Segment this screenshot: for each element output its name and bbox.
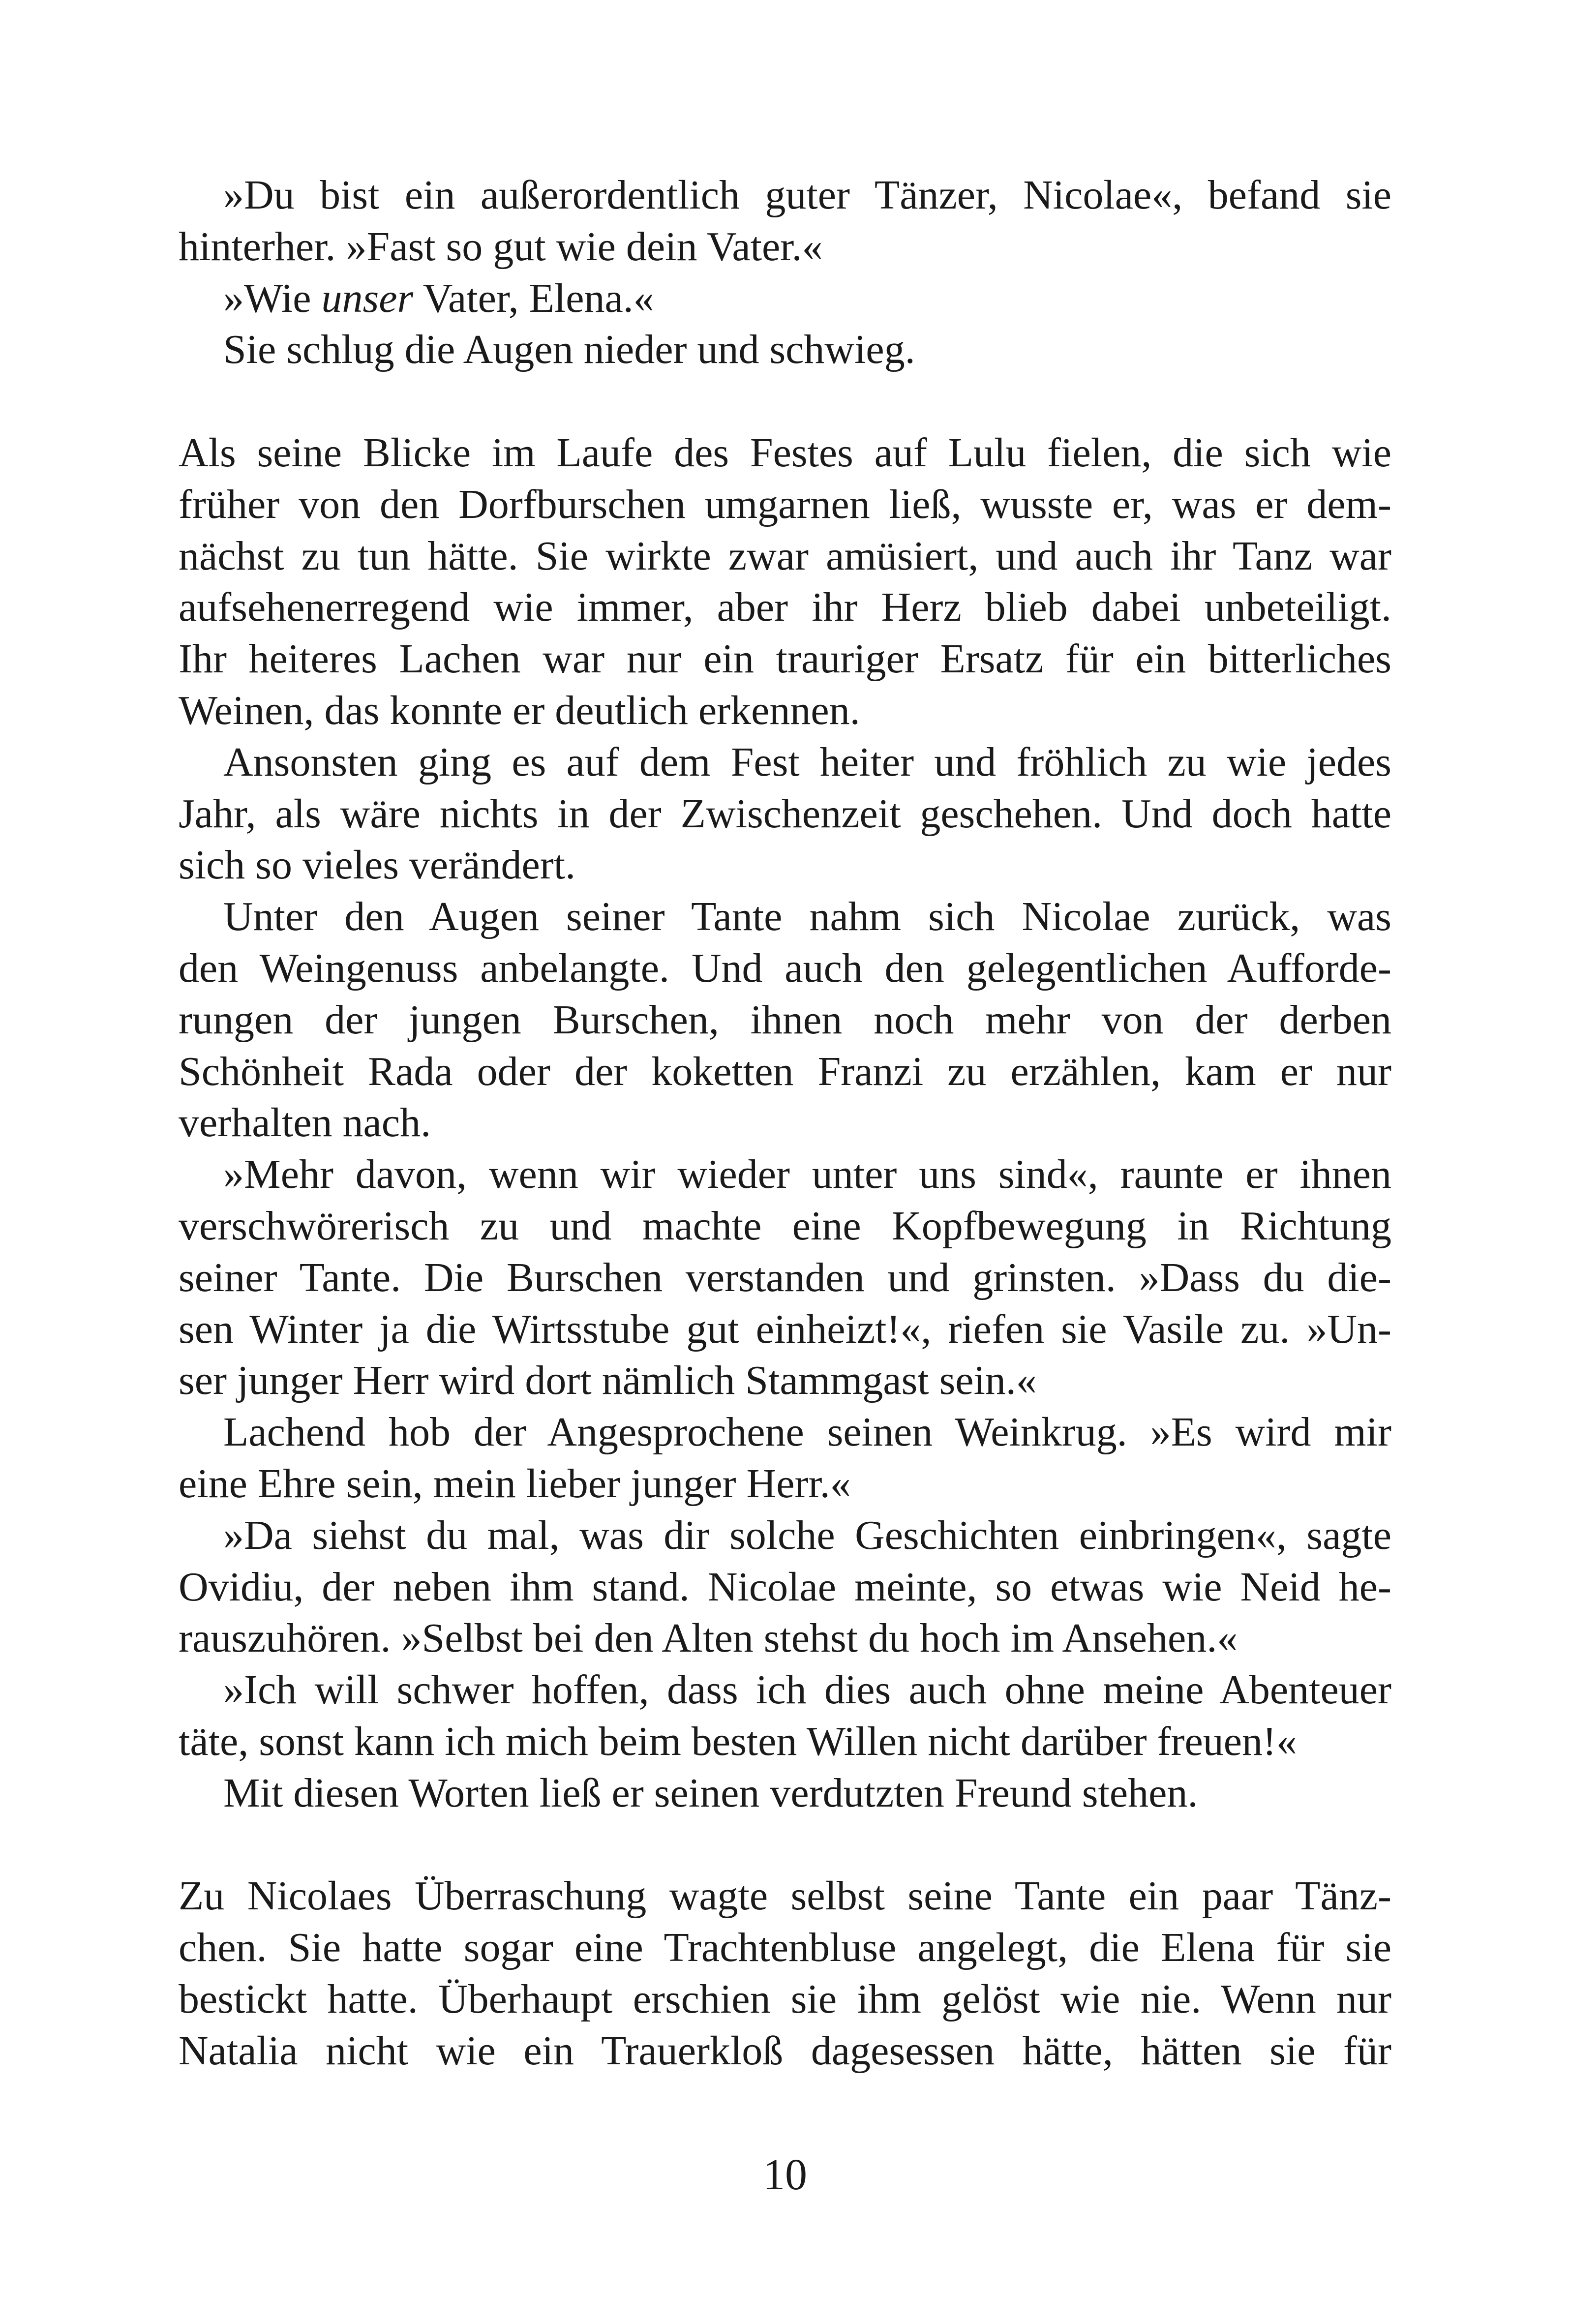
text-line: sich so vieles verändert. [179, 842, 576, 888]
text-line: Zu Nicolaes Überraschung wagte selbst seine Tante ein paar Tänz- [179, 1873, 1391, 1919]
text-line: Jahr, als wäre nichts in der Zwischenzeit geschehen. Und doch hatte [179, 790, 1391, 837]
text-line: ser junger Herr wird dort nämlich Stammgast sein.« [179, 1358, 1037, 1404]
text-line: nächst zu tun hätte. Sie wirkte zwar amüsiert, und auch ihr Tanz war [179, 533, 1391, 579]
text-line: eine Ehre sein, mein lieber junger Herr.« [179, 1460, 851, 1507]
text-line: rungen der jungen Burschen, ihnen noch mehr von der derben [179, 996, 1391, 1043]
text-line: verschwörerisch zu und machte eine Kopfbewegung in Richtung [179, 1203, 1391, 1249]
body-text [179, 170, 1391, 2077]
text-line: Weinen, das konnte er deutlich erkennen. [179, 687, 860, 733]
text-line: »Ich will schwer hoffen, dass ich dies auch ohne meine Abenteuer [223, 1667, 1391, 1713]
text-line: seiner Tante. Die Burschen verstanden und grinsten. »Dass du die- [179, 1254, 1391, 1300]
text-line: Lachend hob der Angesprochene seinen Weinkrug. »Es wird mir [223, 1409, 1391, 1455]
text-line: chen. Sie hatte sogar eine Trachtenbluse angelegt, die Elena für sie [179, 1925, 1391, 1971]
text-line: Unter den Augen seiner Tante nahm sich Nicolae zurück, was [223, 894, 1391, 940]
text-line: rauszuhören. »Selbst bei den Alten stehst du hoch im Ansehen.« [179, 1615, 1238, 1661]
text-line: sen Winter ja die Wirtsstube gut einheizt!«, riefen sie Vasile zu. »Un- [179, 1306, 1391, 1352]
text-line: Ovidiu, der neben ihm stand. Nicolae meinte, so etwas wie Neid he- [179, 1564, 1391, 1610]
text-line: Ihr heiteres Lachen war nur ein trauriger Ersatz für ein bitterliches [179, 636, 1391, 682]
text-line: Ansonsten ging es auf dem Fest heiter und fröhlich zu wie jedes [223, 739, 1391, 785]
text-line: hinterher. »Fast so gut wie dein Vater.« [179, 223, 823, 270]
text-line: Natalia nicht wie ein Trauerkloß dagesessen hätte, hätten sie für [179, 2027, 1391, 2074]
text-line: bestickt hatte. Überhaupt erschien sie ihm gelöst wie nie. Wenn nur [179, 1976, 1391, 2022]
emphasized-word: unser [321, 275, 414, 321]
text-line: früher von den Dorfburschen umgarnen ließ, wusste er, was er dem- [179, 481, 1391, 527]
text-line: »Mehr davon, wenn wir wieder unter uns sind«, raunte er ihnen [223, 1151, 1391, 1198]
text-line: Mit diesen Worten ließ er seinen verdutzten Freund stehen. [223, 1770, 1198, 1816]
text-line: täte, sonst kann ich mich beim besten Willen nicht darüber freuen!« [179, 1718, 1298, 1764]
text-line: »Da siehst du mal, was dir solche Geschichten einbringen«, sagte [223, 1512, 1391, 1558]
page-number: 10 [763, 2150, 807, 2199]
text-line: Als seine Blicke im Laufe des Festes auf Lulu fielen, die sich wie [179, 429, 1391, 476]
text-line: verhalten nach. [179, 1100, 431, 1146]
text-line: den Weingenuss anbelangte. Und auch den gelegentlichen Aufforde- [179, 945, 1391, 991]
text-line: »Du bist ein außerordentlich guter Tänzer, Nicolae«, befand sie [223, 172, 1391, 218]
text-line: »Wie unser Vater, Elena.« [223, 275, 654, 321]
text-line: Schönheit Rada oder der koketten Franzi zu erzählen, kam er nur [179, 1048, 1391, 1094]
text-line: Sie schlug die Augen nieder und schwieg. [223, 327, 915, 373]
text-line: aufsehenerregend wie immer, aber ihr Herz blieb dabei unbeteiligt. [179, 584, 1391, 631]
